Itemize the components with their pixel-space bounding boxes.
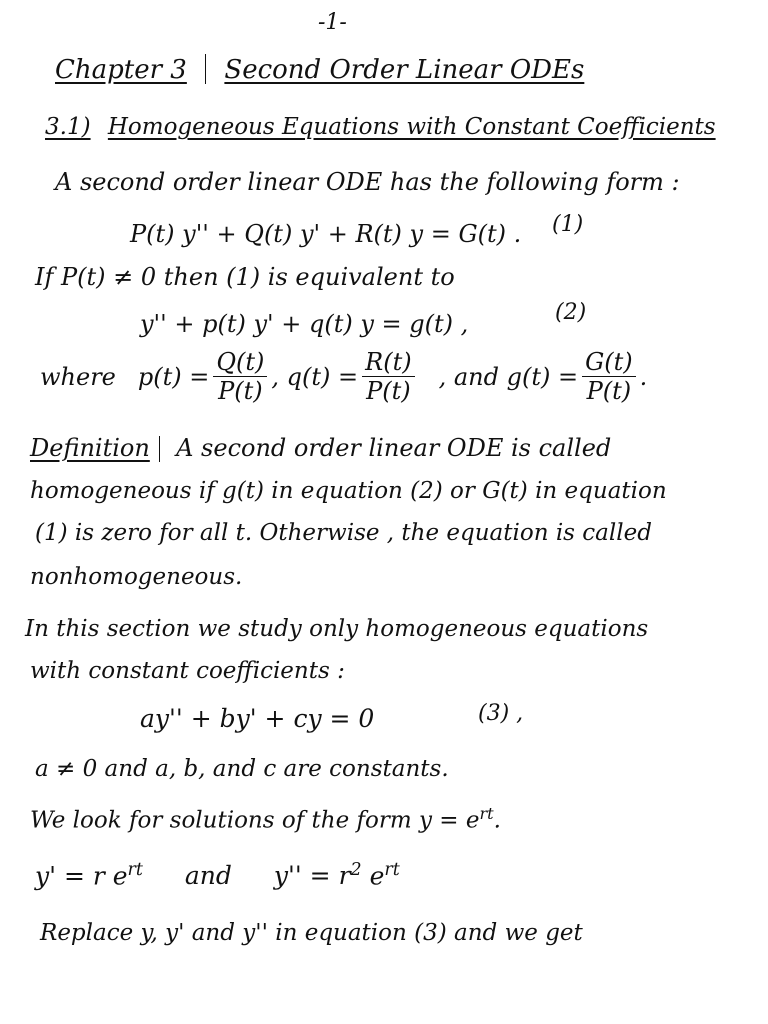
second-derivative: y'' = r <box>273 861 351 891</box>
look-exponent: rt <box>479 804 494 823</box>
chapter-heading <box>55 54 584 84</box>
section-number: 3.1) <box>45 114 91 140</box>
equation-1: P(t) y'' + Q(t) y' + R(t) y = G(t) . <box>130 220 522 248</box>
g-fraction <box>582 350 636 403</box>
constants-line: a ≠ 0 and a, b, and c are constants. <box>35 756 449 782</box>
definition-text-1: A second order linear ODE is called <box>176 434 612 462</box>
intro-text: A second order linear ODE has the following form : <box>55 168 680 196</box>
look-period: . <box>493 807 501 834</box>
equation-3-tag: (3) , <box>478 701 524 726</box>
p-numerator: Q(t) <box>213 350 267 377</box>
equation-3: ay'' + by' + cy = 0 <box>140 704 375 733</box>
chapter-label: Chapter 3 <box>55 55 187 85</box>
p-fraction <box>213 350 267 403</box>
definition-line-2: homogeneous if g(t) in equation (2) or G(t) in equation <box>30 478 667 504</box>
trailing-period: . <box>639 362 648 391</box>
replace-line: Replace y, y' and y'' in equation (3) and we get <box>40 920 583 946</box>
definition-divider <box>159 436 160 462</box>
second-derivative-exponent: rt <box>384 860 400 880</box>
first-derivative-exponent: rt <box>127 860 143 880</box>
chapter-title: Second Order Linear ODEs <box>224 55 585 85</box>
second-derivative-e: e <box>361 861 385 891</box>
p-denominator: P(t) <box>218 377 263 405</box>
section-title: Homogeneous Equations with Constant Coefficients <box>107 114 716 140</box>
condition-line: If P(t) ≠ 0 then (1) is equivalent to <box>35 263 455 291</box>
definition-line-3: (1) is zero for all t. Otherwise , the equation is called <box>35 520 652 546</box>
page-number: -1- <box>318 10 347 35</box>
section-heading <box>45 116 716 139</box>
second-derivative-square: 2 <box>350 860 362 880</box>
equation-2-tag: (2) <box>555 300 587 325</box>
definitions-line <box>40 350 647 403</box>
q-denominator: P(t) <box>366 377 411 405</box>
q-fraction <box>362 350 414 403</box>
look-line <box>30 806 501 833</box>
definition-line-1 <box>30 436 611 462</box>
g-numerator: G(t) <box>582 350 636 377</box>
first-derivative: y' = r e <box>35 861 128 891</box>
p-definition-lhs: p(t) = <box>137 362 210 391</box>
equation-2: y'' + p(t) y' + q(t) y = g(t) , <box>140 310 469 338</box>
equation-1-tag: (1) <box>552 212 584 237</box>
study-line-2: with constant coefficients : <box>30 658 345 684</box>
q-definition-lhs: , q(t) = <box>271 362 359 391</box>
and-word: and <box>184 861 232 891</box>
definition-label: Definition <box>30 434 150 462</box>
g-definition-lhs: , and g(t) = <box>438 362 579 391</box>
study-line-1: In this section we study only homogeneous equations <box>25 616 649 642</box>
look-text: We look for solutions of the form y = e <box>30 807 480 834</box>
chapter-divider <box>205 54 206 84</box>
where-word: where <box>40 362 116 391</box>
definition-line-4: nonhomogeneous. <box>30 564 243 590</box>
derivatives-line <box>35 860 400 891</box>
g-denominator: P(t) <box>586 377 632 405</box>
q-numerator: R(t) <box>362 350 414 377</box>
